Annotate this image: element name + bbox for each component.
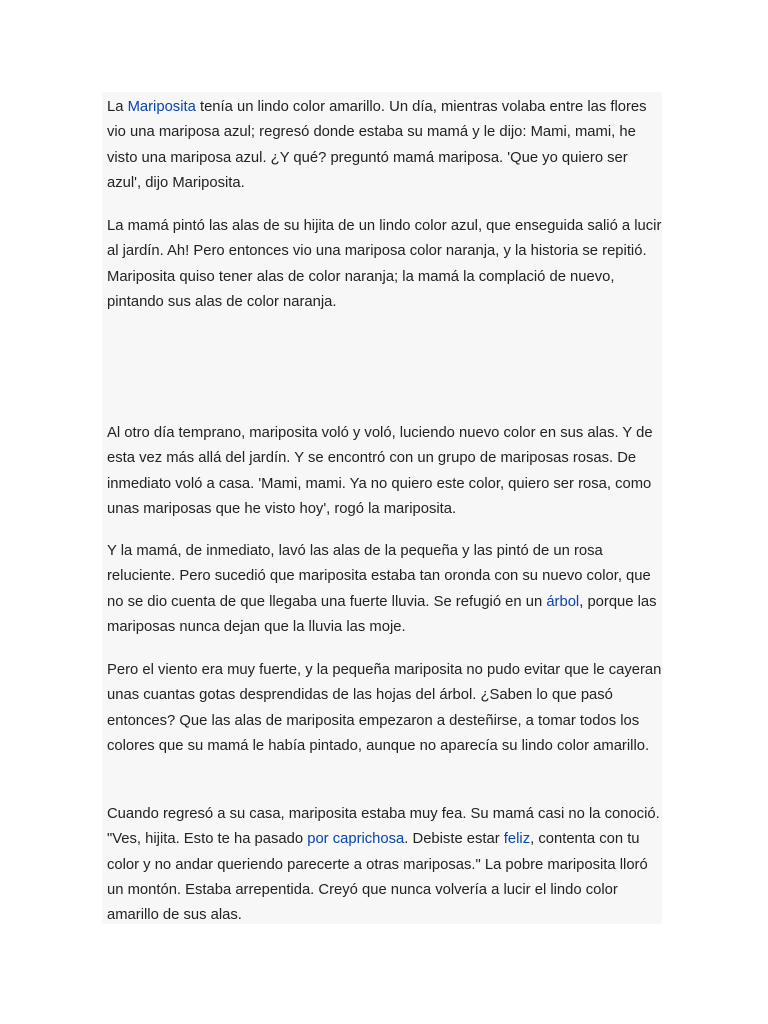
p1-text-after: tenía un lindo color amarillo. Un día, mientras volaba entre las flores vio una mariposa azul; regresó donde estaba su mamá y le dijo: Mami, mami, he visto una mariposa azul. ¿Y qué? preguntó mamá mariposa. 'Que yo quiero ser azul', dijo Mariposita.	[107, 99, 647, 191]
story-paragraph-1	[107, 95, 663, 196]
p6-text-middle: . Debiste estar	[404, 831, 504, 848]
p6-text-after: , contenta con tu color y no andar queriendo parecerte a otras mariposas." La pobre mariposita lloró un montón. Estaba arrepentida. Creyó que nunca volvería a lucir el lindo color amarillo de sus alas.	[107, 831, 648, 924]
por-caprichosa-link[interactable]: por caprichosa	[307, 831, 405, 848]
p4-text-after: , porque las mariposas nunca dejan que la lluvia las moje.	[107, 593, 657, 635]
p6-text-before: Cuando regresó a su casa, mariposita estaba muy fea. Su mamá casi no la conoció. "Ves, hijita. Esto te ha pasado	[107, 806, 660, 848]
arbol-link[interactable]: árbol	[546, 593, 580, 610]
feliz-link[interactable]: feliz	[503, 831, 531, 848]
story-paragraph-5: Pero el viento era muy fuerte, y la pequeña mariposita no pudo evitar que le cayeran unas cuantas gotas desprendidas de las hojas del árbol. ¿Saben lo que pasó entonces? Que las alas de mariposita empezaron a desteñirse, a tomar todos los colores que su mamá le había pintado, aunque no aparecía su lindo color amarillo.	[107, 662, 662, 754]
mariposita-link[interactable]: Mariposita	[127, 99, 196, 115]
story-paragraph-3: Al otro día temprano, mariposita voló y voló, luciendo nuevo color en sus alas. Y de esta vez más allá del jardín. Y se encontró con un grupo de mariposas rosas. De inmediato voló a casa. 'Mami, mami. Ya no quiero este color, quiero ser rosa, como unas mariposas que he visto hoy', rogó la mariposita.	[107, 425, 653, 517]
story-paragraph-2: La mamá pintó las alas de su hijita de un lindo color azul, que enseguida salió a lucir al jardín. Ah! Pero entonces vio una mariposa color naranja, y la historia se repitió. Mariposita quiso tener alas de color naranja; la mamá la complació de nuevo, pintando sus alas de color naranja.	[107, 218, 662, 310]
p1-text-before: La	[107, 99, 128, 115]
story-paragraph-4	[107, 539, 663, 640]
p4-text-before: Y la mamá, de inmediato, lavó las alas de la pequeña y las pintó de un rosa reluciente. Pero sucedió que mariposita estaba tan oronda con su nuevo color, que no se dio cuenta de que llegaba una fuerte lluvia. Se refugió en un	[107, 543, 651, 610]
story-paragraph-6	[107, 802, 663, 928]
